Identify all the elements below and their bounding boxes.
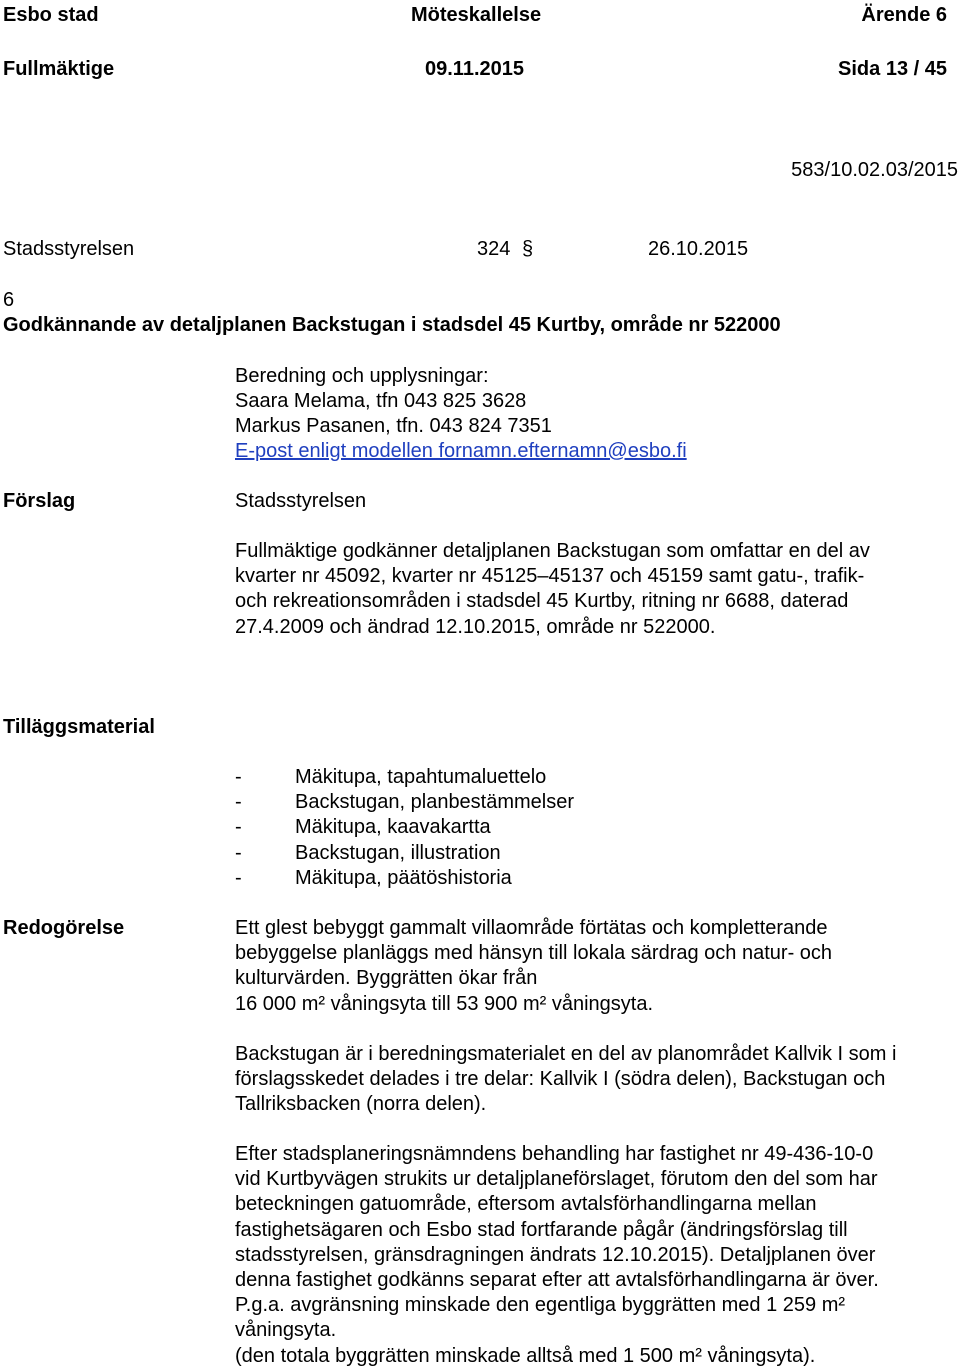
decision-section-number: 324	[477, 238, 511, 260]
proposal-proposer: Stadsstyrelsen	[235, 490, 367, 512]
decision-date: 26.10.2015	[648, 238, 749, 260]
reference-number: 583/10.02.03/2015	[791, 159, 958, 181]
report-line: våningsyta.	[235, 1319, 337, 1342]
list-bullet: -	[235, 841, 242, 864]
attachment-item	[235, 841, 574, 866]
header-body: Fullmäktige	[3, 58, 115, 80]
proposal-line: Fullmäktige godkänner detaljplanen Backstugan som omfattar en del av	[235, 540, 870, 562]
attachment-item-label: Backstugan, illustration	[295, 841, 501, 864]
report-line: (den totala byggrätten minskade alltså med 1 500 m² våningsyta).	[235, 1344, 816, 1367]
report-paragraph-1	[235, 916, 832, 1017]
report-line: kulturvärden. Byggrätten ökar från	[235, 967, 538, 990]
proposal-line: kvarter nr 45092, kvarter nr 45125–45137 och 45159 samt gatu-, trafik-	[235, 565, 865, 588]
report-line: fastighetsägaren och Esbo stad fortfarande pågår (ändringsförslag till	[235, 1218, 848, 1241]
list-bullet: -	[235, 816, 242, 839]
attachment-item	[235, 815, 574, 840]
proposal-line: och rekreationsområden i stadsdel 45 Kurtby, ritning nr 6688, daterad	[235, 590, 849, 613]
attachment-item	[235, 866, 574, 891]
report-line: stadsstyrelsen, gränsdragningen ändrats 12.10.2015). Detaljplanen över	[235, 1243, 876, 1266]
attachment-item-label: Mäkitupa, kaavakartta	[295, 816, 491, 839]
attachment-item	[235, 790, 574, 815]
attachment-item	[235, 765, 574, 790]
attachments-list	[235, 765, 574, 891]
proposal-text	[235, 539, 870, 640]
attachment-item-label: Mäkitupa, päätöshistoria	[295, 866, 512, 889]
attachment-item-label: Backstugan, planbestämmelser	[295, 791, 575, 814]
proposal-line: 27.4.2009 och ändrad 12.10.2015, område nr 522000.	[235, 615, 716, 638]
report-paragraph-3	[235, 1142, 879, 1369]
header-page: Sida 13 / 45	[838, 58, 947, 80]
item-number: 6	[3, 289, 15, 311]
decision-board: Stadsstyrelsen	[3, 238, 135, 260]
header-doc-type: Möteskallelse	[411, 4, 542, 26]
decision-section-sign: §	[522, 238, 534, 260]
attachment-item-label: Mäkitupa, tapahtumaluettelo	[295, 766, 547, 788]
list-bullet: -	[235, 791, 242, 814]
report-line: beteckningen gatuområde, eftersom avtalsförhandlingarna mellan	[235, 1193, 817, 1216]
header-date: 09.11.2015	[425, 58, 524, 80]
report-line: Ett glest bebyggt gammalt villaområde förtätas och kompletterande	[235, 917, 828, 939]
report-line: 16 000 m² våningsyta till 53 900 m² våningsyta.	[235, 992, 653, 1015]
preparation-email-link[interactable]: E-post enligt modellen fornamn.efternamn@esbo.fi	[235, 440, 687, 462]
report-paragraph-2	[235, 1042, 896, 1118]
report-line: Backstugan är i beredningsmaterialet en del av planområdet Kallvik I som i	[235, 1043, 897, 1065]
report-line: P.g.a. avgränsning minskade den egentliga byggrätten med 1 259 m²	[235, 1294, 846, 1317]
preparation-contact-2: Markus Pasanen, tfn. 043 824 7351	[235, 415, 552, 437]
header-item: Ärende 6	[861, 4, 947, 26]
report-line: denna fastighet godkänns separat efter att avtalsförhandlingarna är över.	[235, 1269, 879, 1292]
report-line: vid Kurtbyvägen strukits ur detaljplaneförslaget, förutom den del som har	[235, 1168, 878, 1191]
report-line: förslagsskedet delades i tre delar: Kallvik I (södra delen), Backstugan och	[235, 1068, 886, 1091]
header-org: Esbo stad	[3, 4, 99, 26]
preparation-heading: Beredning och upplysningar:	[235, 365, 489, 387]
preparation-contact-1: Saara Melama, tfn 043 825 3628	[235, 390, 527, 412]
report-line: bebyggelse planläggs med hänsyn till lokala särdrag och natur- och	[235, 942, 833, 965]
item-title: Godkännande av detaljplanen Backstugan i stadsdel 45 Kurtby, område nr 522000	[3, 314, 781, 336]
report-label: Redogörelse	[3, 917, 125, 939]
list-bullet: -	[235, 766, 242, 788]
report-line: Efter stadsplaneringsnämndens behandling har fastighet nr 49-436-10-0	[235, 1143, 874, 1165]
report-line: Tallriksbacken (norra delen).	[235, 1093, 487, 1116]
attachments-label: Tilläggsmaterial	[3, 716, 155, 738]
proposal-label: Förslag	[3, 490, 76, 512]
list-bullet: -	[235, 866, 242, 889]
